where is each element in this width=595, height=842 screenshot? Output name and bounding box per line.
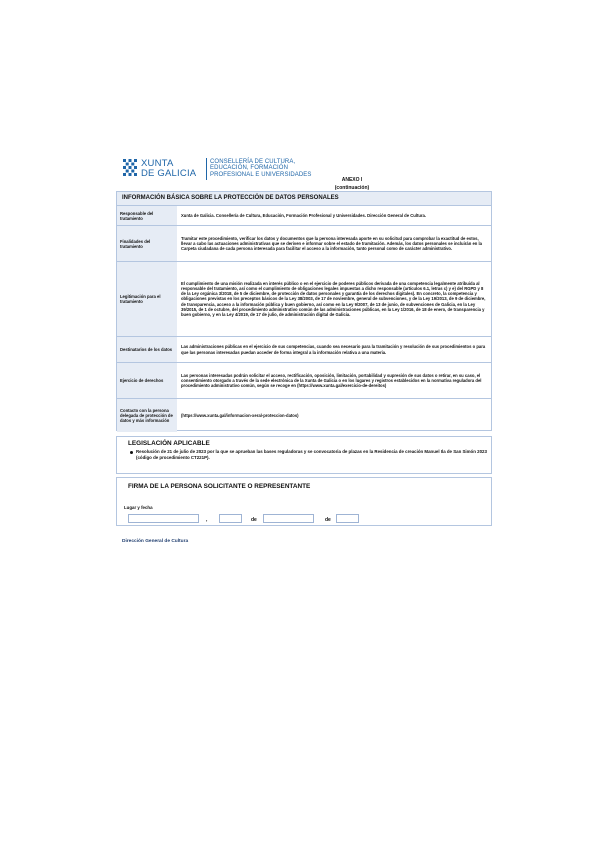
xunta-logo	[122, 158, 312, 182]
data-protection-title-bar	[117, 192, 491, 205]
annex-title: ANEXO I	[341, 177, 363, 183]
row-text: Las personas interesadas podrán solicitar el acceso, rectificación, oposición, limitación, portabilidad y supresión de sus datos o retirar, en su caso, el consentimiento otorgado a través de la sede electrónica de la Xunta de Galicia o en los lugares y registros establecidos en la normativa reguladora del procedimiento administrativo común, según se recoge en (https://www.xunta.gal/exercicio-de-dereitos)	[181, 372, 482, 389]
table-row	[117, 362, 491, 398]
footer-department: Dirección General de Cultura	[122, 539, 189, 544]
row-text: Xunta de Galicia. Consellería de Cultura, Educación, Formación Profesional y Universidades. Dirección General de Cultura.	[181, 212, 427, 218]
xunta-emblem-icon	[122, 158, 138, 178]
row-text: Las administraciones públicas en el ejercicio de sus competencias, cuando sea necesario para la tramitación y resolución de sus procedimientos o para que las personas interesadas puedan acceder de forma integral a la información relativa a una materia.	[181, 344, 486, 355]
row-label: Finalidades del tratamiento	[117, 226, 177, 261]
logo-name-line2: DE GALICIA	[141, 167, 197, 179]
table-row	[117, 205, 491, 225]
table-row	[117, 336, 491, 362]
row-label: Contacto con la persona delegada de protección de datos y más información	[117, 399, 177, 432]
row-label: Ejercicio de derechos	[117, 363, 177, 398]
table-row	[117, 261, 491, 336]
legislation-title: LEGISLACIÓN APLICABLE	[128, 440, 210, 447]
place-date-label: Lugar y fecha	[124, 505, 153, 510]
legislation-item: Resolución de 21 de julio de 2023 por la que se aprueban las bases reguladoras y se convocatoria de plazas en la Residencia de creación Manuel Ila de San Simón 2023 (código de procedimiento CT221P).	[136, 449, 487, 460]
de-separator-2: de	[325, 517, 331, 523]
data-protection-table	[116, 191, 492, 431]
table-row	[117, 225, 491, 261]
row-text: Tramitar este procedimiento, verificar los datos y documentos que la persona interesada aporte en su solicitud para comprobar la exactitud de estos, llevar a cabo las actuaciones administrativas que se deriven e informar sobre el estado de tramitación. Además, los datos personales se incluirán en la Carpeta ciudadana de cada persona interesada para facilitar el acceso a la información, tanto personal como de carácter administrativo.	[181, 235, 482, 252]
department-line3: PROFESIONAL E UNIVERSIDADES	[210, 171, 312, 178]
row-label: Destinatarios de los datos	[117, 337, 177, 362]
row-text	[177, 399, 491, 432]
table-row	[117, 398, 491, 432]
department-name	[210, 159, 312, 178]
logo-name-line1: XUNTA	[141, 158, 174, 169]
month-field[interactable]	[263, 514, 314, 523]
bullet-icon	[130, 451, 133, 454]
signature-title: FIRMA DE LA PERSONA SOLICITANTE O REPRESENTANTE	[128, 483, 311, 490]
day-field[interactable]	[219, 514, 242, 523]
annex-subtitle: (continuación)	[334, 185, 370, 191]
department-line1: CONSELLERÍA DE CULTURA,	[210, 159, 296, 165]
de-separator-1: de	[251, 517, 257, 523]
comma-separator: ,	[206, 517, 208, 523]
department-line2: EDUCACIÓN, FORMACIÓN	[210, 165, 289, 172]
place-field[interactable]	[128, 514, 199, 523]
privacy-info-link: (https://www.xunta.gal/informacion-xeral-proteccion-datos)	[181, 412, 299, 418]
row-label: Responsable del tratamiento	[117, 206, 177, 225]
annex-heading	[322, 176, 382, 192]
data-protection-title: INFORMACIÓN BÁSICA SOBRE LA PROTECCIÓN DE DATOS PERSONALES	[122, 195, 339, 201]
logo-divider	[206, 158, 207, 180]
logo-name	[141, 159, 196, 178]
row-label: Legitimación para el tratamiento	[117, 262, 177, 336]
row-text: El cumplimiento de una misión realizada en interés público o en el ejercicio de poderes públicos derivada de una competencia legalmente atribuida al responsable del tratamiento, así como el cumplimiento de obligaciones legales impuestas a dicho responsable (artículos 6.1, letras c) y e) del RGPD y 8 de la Ley orgánica 3/2018, de 5 de diciembre, de protección de datos personales y garantía de los derechos digitales). En concreto, la competencia y obligaciones previstas en los preceptos básicos de la Ley 38/2003, de 17 de noviembre, general de subvenciones, y de la Ley 19/2013, de 9 de diciembre, de transparencia, acceso a la información pública y buen gobierno, así como en la Ley 9/2007, de 13 de junio, de subvenciones de Galicia, en la Ley 39/2015, de 1 de octubre, del procedimiento administrativo común de las administraciones públicas, en la Ley 1/2016, de 18 de enero, de transparencia y buen gobierno, y en la Ley 4/2019, de 17 de julio, de administración digital de Galicia.	[181, 280, 486, 317]
year-field[interactable]	[336, 514, 359, 523]
